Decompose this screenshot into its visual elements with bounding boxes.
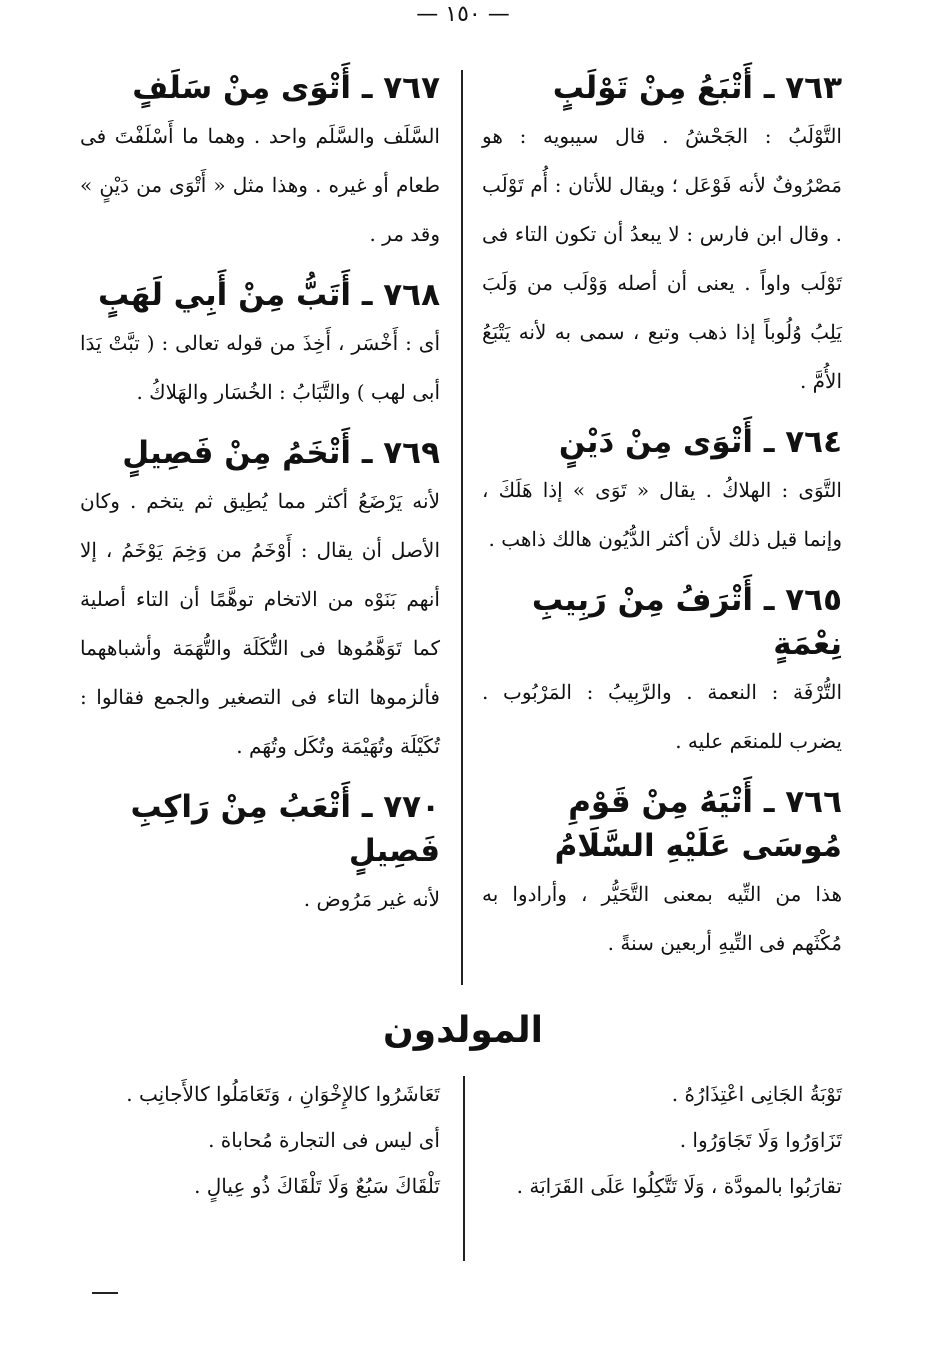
proverb-explanation: التَّوْلَبُ : الجَحْشُ . قال سيبويه : هو مَصْرُوفٌ لأنه فَوْعَل ؛ ويقال للأتان : أُم تَوْلَب . وقال ابن فارس : لا يبعدُ أن تكون التاء فى تَوْلَب واواً . يعنى أن أصله وَوْلَب من وَلَبَ يَلِبُ وُلُوباً إذا ذهب وتبع ، سمى به لأنه يَتْبَعُ الأُمَّ . <box>482 124 842 393</box>
proverb-entry <box>482 780 842 968</box>
proverb-title: ٧٦٣ ـ أَتْبَعُ مِنْ تَوْلَبٍ <box>552 70 842 106</box>
maxims-left <box>80 1072 440 1210</box>
column-divider <box>461 70 463 985</box>
maxim-line: أى ليس فى التجارة مُحاباة . <box>208 1128 440 1152</box>
proverb-explanation: التُّرْفَة : النعمة . والرَّبِيبُ : المَرْبُوب . يضرب للمنعَم عليه . <box>482 680 842 753</box>
proverb-title: ٧٦٧ ـ أَتْوَى مِنْ سَلَفٍ <box>132 70 440 106</box>
maxim-line: تَعَاشَرُوا كالإِخْوَانِ ، وَتَعَامَلُوا كالأَجانِب . <box>126 1082 440 1106</box>
maxim-line: تَوْبَةُ الجَانِى اعْتِذَارُهُ . <box>671 1082 842 1106</box>
proverb-title: ٧٦٤ ـ أَتْوَى مِنْ دَيْنٍ <box>558 424 842 460</box>
proverb-explanation: التَّوَى : الهلاكُ . يقال « تَوَى » إذا هَلَكَ ، وإنما قيل ذلك لأن أكثر الدُّيُون هالك ذاهب . <box>482 478 842 551</box>
proverb-title: ٧٦٩ ـ أَتْخَمُ مِنْ فَصِيلٍ <box>122 435 440 471</box>
proverb-entry <box>482 420 842 564</box>
maxims-right <box>482 1072 842 1210</box>
maxim-line: تقارَبُوا بالمودَّة ، وَلَا تَتَّكِلُوا عَلَى القَرَابَة . <box>516 1174 842 1198</box>
proverb-explanation: أى : أَخْسَر ، أَخِذَ من قوله تعالى : ( تبَّتْ يَدَا أبى لهب ) والتَّبَابُ : الخُسَار والهَلاكُ . <box>80 331 440 404</box>
proverb-title: ٧٦٦ ـ أَتْيَهُ مِنْ قَوْمِ مُوسَى عَلَيْهِ السَّلَامُ <box>554 784 842 864</box>
proverb-title: ٧٦٥ ـ أَتْرَفُ مِنْ رَبِيبِ نِعْمَةٍ <box>531 582 842 662</box>
right-column <box>482 66 842 982</box>
page-number: — ١٥٠ — <box>416 2 510 27</box>
left-column <box>80 66 440 938</box>
proverb-entry <box>80 431 440 771</box>
proverb-explanation: هذا من التِّيه بمعنى التَّحَيُّر ، وأرادوا به مُكْثَهم فى التِّيهِ أربعين سنةً . <box>482 882 842 955</box>
proverb-entry <box>482 66 842 406</box>
proverb-title: ٧٧٠ ـ أَتْعَبُ مِنْ رَاكِبِ فَصِيلٍ <box>130 789 440 869</box>
maxim-line: تَزَاوَرُوا وَلَا تَجَاوَرُوا . <box>679 1128 842 1152</box>
proverb-entry <box>80 785 440 924</box>
proverb-explanation: لأنه يَرْضَعُ أكثر مما يُطِيق ثم يتخم . وكان الأصل أن يقال : أَوْخَمُ من وَخِمَ يَوْخَمُ ، إلا أنهم بَنَوْه من الاتخام توهَّمًا أن التاء أصلية كما تَوَهَّمُوها فى التُّكَلَة والتُّهَمَة وأشباههما فألزموها التاء فى التصغير والجمع فقالوا : تُكَيْلَة وتُهَيْمَة وتُكَل وتُهَم . <box>80 489 440 758</box>
footnote-rule <box>92 1292 118 1294</box>
proverb-explanation: السَّلَف والسَّلَم واحد . وهما ما أَسْلَفْتَ فى طعام أو غيره . وهذا مثل « أَتْوَى من دَيْنٍ » وقد مر . <box>80 124 440 246</box>
proverb-title: ٧٦٨ ـ أَتَبُّ مِنْ أَبِي لَهَبٍ <box>97 277 440 313</box>
proverb-entry <box>482 578 842 766</box>
proverb-entry <box>80 273 440 417</box>
maxim-line: تَلْقَاكَ سَبُعٌ وَلَا تَلْقَاكَ ذُو عِيالٍ . <box>194 1174 440 1198</box>
section-heading: المولدون <box>383 1010 543 1051</box>
maxims-divider <box>463 1076 465 1261</box>
proverb-explanation: لأنه غير مَرُوض . <box>303 887 440 911</box>
proverb-entry <box>80 66 440 259</box>
